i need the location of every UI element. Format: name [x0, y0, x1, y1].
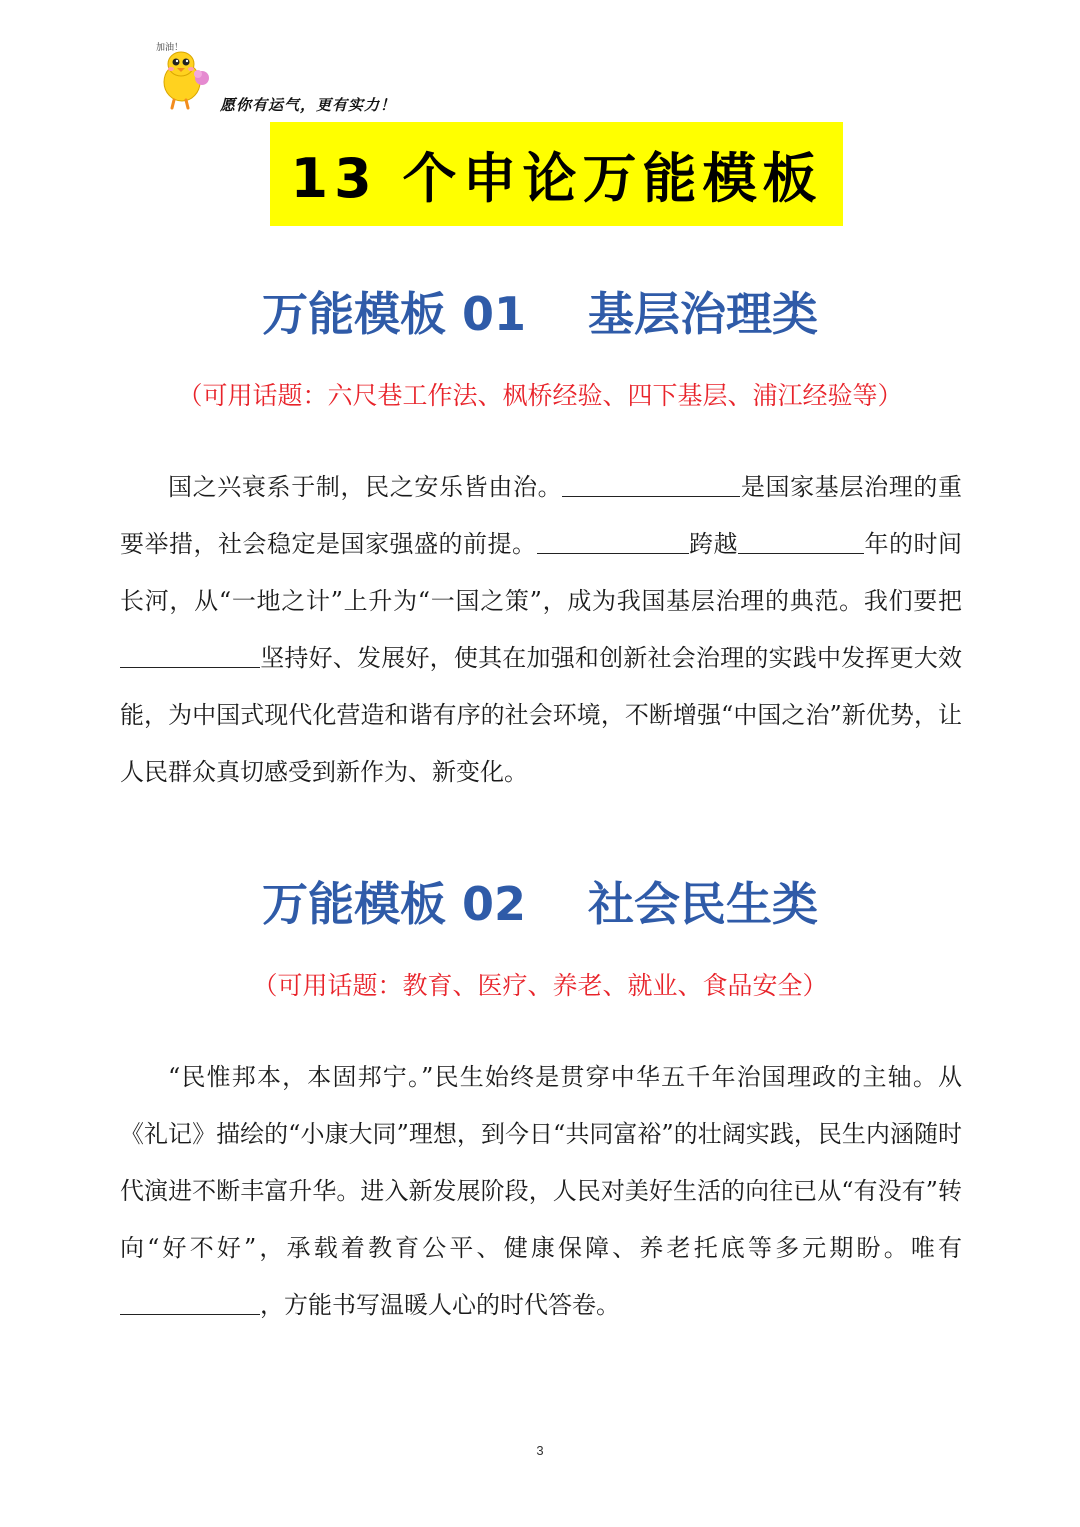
fill-in-blank: [562, 472, 740, 497]
section-topics-01: （可用话题：六尺巷工作法、枫桥经验、四下基层、浦江经验等）: [177, 381, 903, 410]
header-motto: 愿你有运气，更有实力！: [220, 96, 397, 114]
section-topics-02: （可用话题：教育、医疗、养老、就业、食品安全）: [252, 971, 828, 1000]
page-number: 3: [536, 1443, 544, 1458]
section-title-01: 万能模板 01 基层治理类: [261, 287, 819, 341]
mascot-caption: 加油！: [156, 43, 184, 53]
cheering-chick-icon: [152, 38, 216, 112]
fill-in-blank: [120, 1290, 260, 1315]
section-paragraph-02: [120, 1049, 962, 1334]
section-paragraph-01: [120, 459, 962, 801]
paragraph-text: 坚持好、发展好，使其在加强和创新社会治理的实践中发挥更大效能，为中国式现代化营造和谐有序的社会环境，不断增强“中国之治”新优势，让人民群众真切感受到新作为、新变化。: [120, 644, 962, 786]
main-title-banner: [270, 122, 843, 226]
paragraph-text: 跨越: [688, 530, 738, 558]
main-title: 13 个申论万能模板: [290, 146, 823, 210]
section-title-02: 万能模板 02 社会民生类: [261, 877, 819, 931]
fill-in-blank: [537, 529, 689, 554]
fill-in-blank: [738, 529, 864, 554]
paragraph-text: 年的时间长河，从“一地之计”上升为“一国之策”，成为我国基层治理的典范。我们要把: [120, 530, 962, 615]
paragraph-text: “民惟邦本，本固邦宁。”民生始终是贯穿中华五千年治国理政的主轴。从《礼记》描绘的“小康大同”理想，到今日“共同富裕”的壮阔实践，民生内涵随时代演进不断丰富升华。进入新发展阶段，人民对美好生活的向往已从“有没有”转向“好不好”，承载着教育公平、健康保障、养老托底等多元期盼。唯有: [120, 1063, 962, 1262]
paragraph-text: 国之兴衰系于制，民之安乐皆由治。: [168, 473, 563, 501]
fill-in-blank: [120, 643, 260, 668]
paragraph-text: ，方能书写温暖人心的时代答卷。: [260, 1291, 620, 1319]
paragraph-text: 是国家基层治理的重要举措，社会稳定是国家强盛的前提。: [120, 473, 963, 558]
